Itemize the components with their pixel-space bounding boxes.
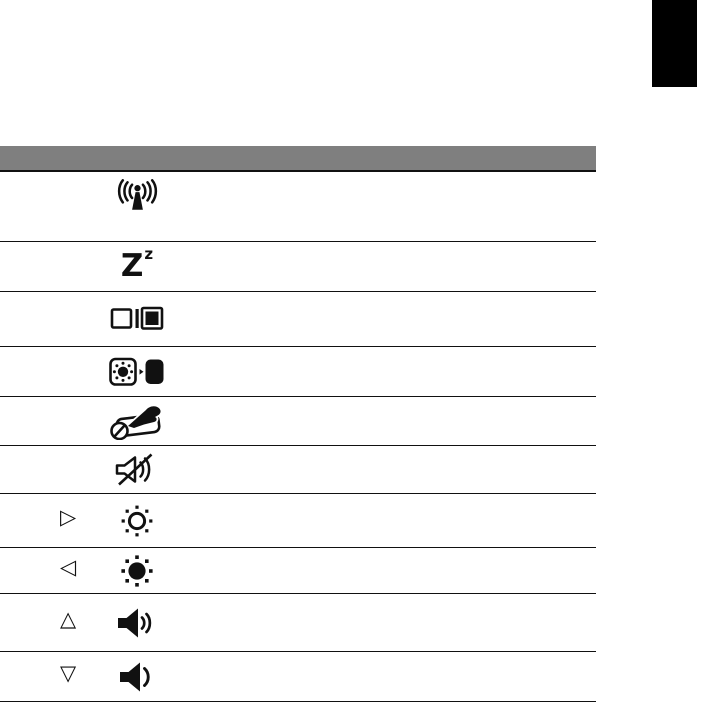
display-toggle-icon <box>110 305 164 333</box>
hotkey-table <box>0 146 596 702</box>
hotkey-arrow-glyph: ▷ <box>60 505 77 529</box>
icon-cell <box>100 453 174 487</box>
wireless-icon <box>114 179 161 213</box>
table-row-brightness-up <box>0 494 596 548</box>
hotkey-cell <box>0 179 100 200</box>
table-header-bar <box>0 146 596 172</box>
icon-cell <box>100 179 174 213</box>
table-row-speaker-mute <box>0 446 596 494</box>
icon-cell <box>100 357 174 387</box>
table-row-volume-up <box>0 594 596 652</box>
hotkey-arrow-glyph: ◁ <box>60 555 77 579</box>
icon-cell <box>100 553 174 589</box>
icon-cell <box>100 660 174 694</box>
volume-up-icon <box>116 606 158 640</box>
hotkey-cell <box>0 256 100 277</box>
icon-cell <box>100 245 174 284</box>
table-row-screen-blank <box>0 347 596 397</box>
brightness-up-icon <box>119 503 155 539</box>
brightness-down-icon <box>119 553 155 589</box>
table-row-touchpad-toggle <box>0 397 596 446</box>
hotkey-cell <box>0 361 100 382</box>
hotkey-cell <box>0 411 100 432</box>
table-row-display-switch <box>0 292 596 347</box>
icon-cell <box>100 606 174 640</box>
hotkey-cell <box>0 309 100 330</box>
hotkey-cell <box>0 607 100 633</box>
hotkey-arrow-glyph: △ <box>60 607 77 631</box>
screen-blank-icon <box>109 357 165 387</box>
table-row-volume-down <box>0 652 596 702</box>
hotkey-arrow-glyph: ▽ <box>60 661 77 685</box>
hotkey-cell <box>0 555 100 581</box>
chapter-tab <box>652 0 697 87</box>
icon-cell <box>100 305 174 333</box>
sleep-icon: Z z <box>120 245 154 284</box>
volume-down-icon <box>118 660 156 694</box>
table-row-brightness-down <box>0 548 596 594</box>
table-row-sleep <box>0 242 596 292</box>
hotkey-cell <box>0 459 100 480</box>
icon-cell <box>100 402 174 440</box>
table-row-communication <box>0 172 596 242</box>
hotkey-cell <box>0 661 100 687</box>
speaker-mute-icon <box>114 453 160 487</box>
touchpad-toggle-icon <box>108 402 166 440</box>
icon-cell <box>100 503 174 539</box>
hotkey-cell <box>0 505 100 531</box>
